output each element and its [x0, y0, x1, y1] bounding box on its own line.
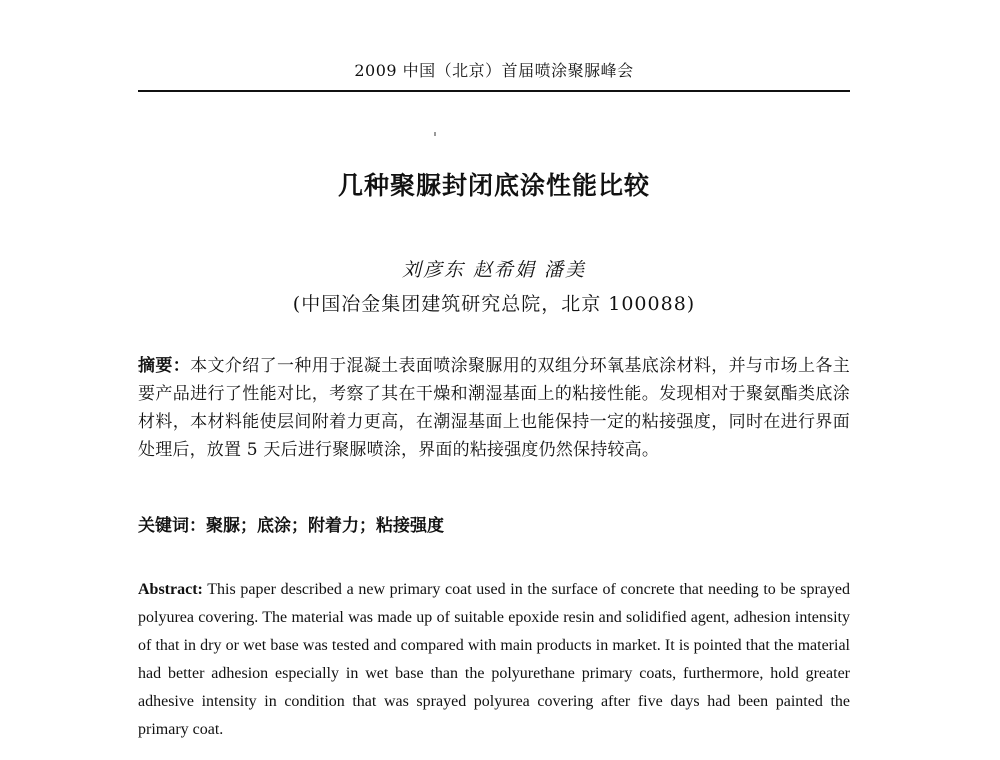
conference-header: 2009 中国（北京）首届喷涂聚脲峰会	[354, 61, 634, 80]
author-list: 刘彦东 赵希娟 潘美	[401, 259, 587, 281]
abstract-chinese-label: 摘要：	[138, 356, 191, 376]
author-affiliation: (中国冶金集团建筑研究总院，北京 100088)	[292, 293, 696, 315]
paper-title: 几种聚脲封闭底涂性能比较	[337, 171, 650, 200]
header-rule	[138, 90, 850, 92]
abstract-chinese	[138, 352, 850, 464]
keywords-text: 聚脲；底涂；附着力；粘接强度	[206, 516, 444, 536]
scan-speck	[434, 132, 436, 136]
abstract-english-colon: :	[197, 581, 203, 598]
abstract-english-label: Abstract	[138, 581, 198, 598]
keywords	[138, 512, 850, 540]
abstract-chinese-text: 本文介绍了一种用于混凝土表面喷涂聚脲用的双组分环氧基底涂材料，并与市场上各主要产品进行了性能对比，考察了其在干燥和潮湿基面上的粘接性能。发现相对于聚氨酯类底涂材料，本材料能使层间附着力更高，在潮湿基面上也能保持一定的粘接强度，同时在进行界面处理后，放置 5 天后进行聚脲喷涂，界面的粘接强度仍然保持较高。	[138, 356, 850, 460]
abstract-english	[138, 576, 850, 744]
keywords-label: 关键词：	[138, 516, 206, 536]
abstract-english-text: This paper described a new primary coat used in the surface of concrete that needing to be sprayed polyurea covering. The material was made up of suitable epoxide resin and solidified agent, adhesion intensity of that in dry or wet base was tested and compared with main products in market. It is pointed that the material had better adhesion especially in wet base than the polyurethane primary coats, furthermore, hold greater adhesive intensity in condition that was sprayed polyurea covering after five days had been painted the primary coat.	[138, 581, 850, 738]
